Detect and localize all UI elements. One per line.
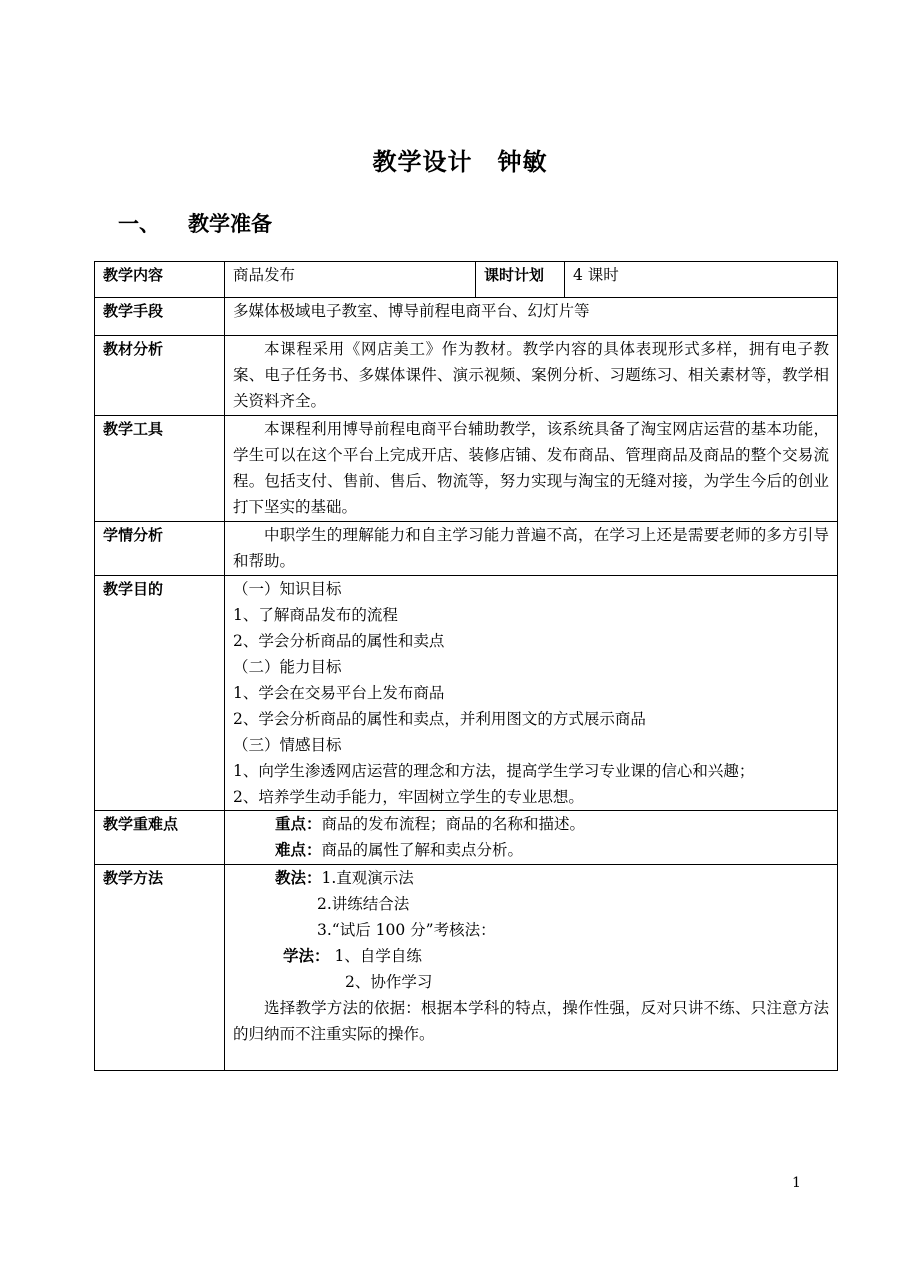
key-point-label: 重点： [275,815,322,833]
students-label: 学情分析 [95,522,225,576]
goal-item: 1、学会在交易平台上发布商品 [233,684,445,702]
key-label: 教学重难点 [95,811,225,865]
section-heading-text: 教学准备 [188,211,272,236]
lesson-plan-table [94,261,838,1071]
document-title: 教学设计 钟敏 [372,147,548,176]
means-value: 多媒体极域电子教室、博导前程电商平台、幻灯片等 [225,298,838,336]
goal-item: 1、向学生渗透网店运营的理念和方法，提高学生学习专业课的信心和兴趣； [233,762,755,780]
table-row [95,522,838,576]
material-value: 本课程采用《网店美工》作为教材。教学内容的具体表现形式多样，拥有电子教案、电子任务书、多媒体课件、演示视频、案例分析、习题练习、相关素材等，教学相关资料齐全。 [233,340,829,410]
method-label: 教学方法 [95,865,225,1071]
goal-item: 2、培养学生动手能力，牢固树立学生的专业思想。 [233,788,584,806]
table-row [95,416,838,522]
difficult-point-value: 商品的属性了解和卖点分析。 [321,841,524,859]
learn-method-item: 1、自学自练 [334,947,422,965]
table-row [95,262,838,298]
content-label: 教学内容 [95,262,225,298]
key-points [225,811,838,865]
hours-value: 4 课时 [565,262,838,298]
learn-method-item: 2、协作学习 [345,973,433,991]
goal-item: 2、学会分析商品的属性和卖点 [233,632,445,650]
means-label: 教学手段 [95,298,225,336]
teach-method-item: 2.讲练结合法 [317,895,410,913]
section-heading [118,208,272,238]
students-value: 中职学生的理解能力和自主学习能力普遍不高，在学习上还是需要老师的多方引导和帮助。 [233,526,829,570]
teach-method-label: 教法： [275,869,322,887]
table-row [95,576,838,811]
method-basis: 选择教学方法的依据：根据本学科的特点，操作性强，反对只讲不练、只注意方法的归纳而不注重实际的操作。 [233,999,829,1043]
tools-value: 本课程利用博导前程电商平台辅助教学，该系统具备了淘宝网店运营的基本功能，学生可以在这个平台上完成开店、装修店铺、发布商品、管理商品及商品的整个交易流程。包括支付、售前、售后、物流等，努力实现与淘宝的无缝对接，为学生今后的创业打下坚实的基础。 [233,420,829,516]
tools-label: 教学工具 [95,416,225,522]
goals-list [225,576,838,811]
teach-method-item: 1.直观演示法 [321,869,414,887]
goal-item: 1、了解商品发布的流程 [233,606,398,624]
table-row [95,336,838,416]
table-row [95,811,838,865]
learn-method-label: 学法： [283,947,330,965]
material-label: 教材分析 [95,336,225,416]
goals-label: 教学目的 [95,576,225,811]
table-row [95,298,838,336]
section-number: 一、 [118,211,160,236]
methods [225,865,838,1071]
goal-heading: （一）知识目标 [233,580,342,598]
goal-heading: （三）情感目标 [233,736,342,754]
teach-method-item: 3.“试后 100 分”考核法： [317,921,496,939]
goal-heading: （二）能力目标 [233,658,342,676]
table-row [95,865,838,1071]
hours-label: 课时计划 [476,262,565,298]
difficult-point-label: 难点： [275,841,322,859]
page-number: 1 [792,1175,801,1191]
content-value: 商品发布 [225,262,476,298]
key-point-value: 商品的发布流程；商品的名称和描述。 [321,815,586,833]
goal-item: 2、学会分析商品的属性和卖点，并利用图文的方式展示商品 [233,710,646,728]
